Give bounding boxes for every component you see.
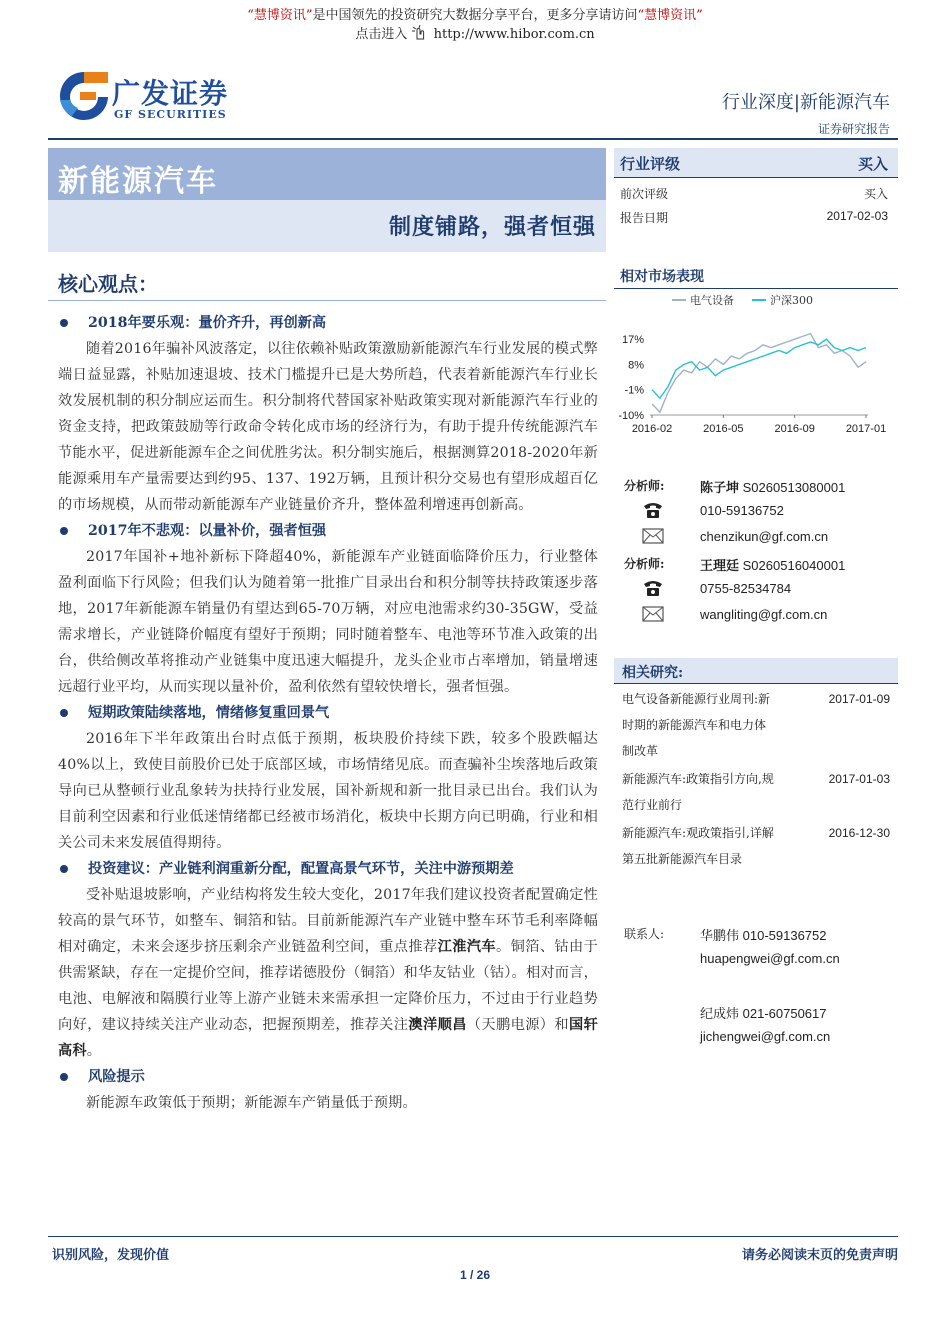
section-bullet: 风险提示	[58, 1064, 598, 1090]
related-item-date: 2017-01-09	[828, 692, 890, 706]
related-item-line: 电气设备新能源行业周刊:新	[622, 692, 771, 706]
section-paragraph	[58, 882, 598, 1064]
analyst-row	[614, 472, 898, 498]
y-tick-label: 8%	[628, 359, 644, 372]
logo-cn-text: 广发证券	[112, 77, 229, 110]
section-paragraph: 新能源车政策低于预期；新能源车产销量低于预期。	[86, 1095, 417, 1111]
phone-icon	[642, 578, 664, 598]
section-paragraph: 随着2016年骗补风波落定，以往依赖补贴政策激励新能源汽车行业发展的模式弊端日益显露，补贴加速退坡、技术门槛提升已是大势所趋，代表着新能源汽车行业长效发展机制的积分制应运而生。积分制将代替国家补贴政策实现对新能源汽车行业的资金支持，把政策鼓励等行政命令转化成市场的经济行为，有助于提升传统能源汽车节能水平，促进新能源车企之间优胜劣汰。积分制实施后，根据测算2018-2020年新能源乘用车产量需要达到约95、137、192万辆，且预计积分交易也有望形成超百亿的市场规模，从而带动新能源车产业链量价齐升，整体盈利增速再创新高。	[58, 341, 598, 513]
gf-logo	[58, 70, 258, 126]
analyst-phone-row	[614, 498, 898, 524]
report-subcategory: 证券研究报告	[817, 122, 890, 136]
related-item[interactable]	[614, 820, 898, 872]
contact-email-row	[614, 946, 898, 972]
email-icon	[642, 604, 664, 624]
footer-slogan: 识别风险，发现价值	[52, 1248, 170, 1263]
analyst-cert: S0260513080001	[742, 480, 846, 495]
prev-rating-value: 买入	[863, 187, 888, 201]
analyst-row	[614, 550, 898, 576]
analyst-role: 分析师:	[624, 479, 665, 493]
paragraph-text: （天鹏电源）和	[466, 1017, 569, 1033]
related-item-line: 新能源汽车:政策指引方向,规	[622, 772, 774, 786]
y-tick-label: -10%	[618, 410, 644, 422]
y-tick-label: 17%	[621, 334, 644, 347]
analyst-phone: 0755-82534784	[700, 581, 792, 596]
contact-email[interactable]: huapengwei@gf.com.cn	[700, 951, 840, 966]
analyst-email[interactable]: wangliting@gf.com.cn	[700, 607, 828, 622]
rating-header	[614, 148, 898, 178]
email-icon	[642, 526, 664, 546]
gf-logo-icon	[58, 70, 110, 124]
rating-label: 行业评级	[620, 155, 681, 173]
banner-text: 是中国领先的投资研究大数据分享平台，更多分享请访问	[312, 8, 638, 23]
rating-value: 买入	[857, 155, 888, 173]
core-view-heading: 核心观点：	[58, 272, 158, 296]
y-axis	[618, 334, 644, 422]
contact-label: 联系人:	[624, 927, 665, 941]
logo-en-text: GF SECURITIES	[114, 108, 227, 121]
analyst-panel	[614, 472, 898, 628]
related-item-date: 2016-12-30	[828, 826, 890, 840]
market-performance-title: 相对市场表现	[620, 269, 704, 285]
contact-phone: 021-60750617	[742, 1006, 827, 1021]
analyst-name: 王理廷	[700, 559, 740, 574]
phone-icon	[642, 500, 664, 520]
rating-panel	[614, 148, 898, 226]
related-research	[614, 658, 898, 872]
contact-spacer	[614, 972, 898, 998]
series-line-electric	[652, 334, 866, 413]
analyst-email[interactable]: chenzikun@gf.com.cn	[700, 529, 829, 544]
analyst-phone: 010-59136752	[700, 503, 784, 518]
footer-divider	[48, 1236, 898, 1237]
paragraph-text: 。	[86, 1043, 102, 1059]
page-subtitle: 制度铺路，强者恒强	[388, 214, 596, 240]
banner-line	[0, 6, 950, 25]
related-item[interactable]	[614, 686, 898, 764]
header-divider	[48, 138, 898, 140]
contacts-panel	[614, 920, 898, 1050]
hibor-link[interactable]: http://www.hibor.com.cn	[433, 27, 595, 42]
paragraph-text: 。铜箔、钴由于供需紧缺，存在一定提价空间，推荐诺德股份（铜箔）和华友钴业（钴）。相对而言，电池、电解液和隔膜行业等上游产业链未来需承担一定降价压力，不过由于行业趋势向好，建议持续关注产业动态，把握预期差，推荐关注	[58, 939, 599, 1033]
x-axis	[632, 415, 886, 435]
contact-row	[614, 998, 898, 1024]
related-item[interactable]	[614, 766, 898, 818]
section-paragraph: 2016年下半年政策出台时点低于预期，板块股价持续下跌，较多个股跌幅达40%以上，致使目前股价已处于底部区域，市场情绪见底。而查骗补尘埃落地后政策导向已从整顿行业乱象转为扶持行业发展，国补新规和新一批目录已出台。我们认为目前利空因素和行业低迷情绪都已经被市场消化，板块中长期方向已明确，行业和相关公司未来发展值得期待。	[58, 731, 598, 851]
x-tick-label: 2016-02	[631, 423, 673, 435]
stock-highlight: 江淮汽车	[437, 939, 497, 955]
report-type	[722, 88, 890, 137]
analyst-id-line	[700, 555, 845, 574]
prev-rating-row	[614, 178, 898, 202]
report-date-row	[614, 202, 898, 226]
x-tick-label: 2016-09	[774, 423, 815, 435]
legend-label-hs300: 沪深300	[770, 294, 813, 307]
legend-label-electric: 电气设备	[690, 294, 734, 307]
banner-link-line	[0, 25, 950, 44]
section-bullet: 短期政策陆续落地，情绪修复重回景气	[58, 700, 598, 726]
related-title: 相关研究:	[614, 658, 898, 684]
contact-email[interactable]: jichengwei@gf.com.cn	[700, 1029, 831, 1044]
market-divider	[614, 288, 898, 289]
contact-row	[614, 920, 898, 946]
section-bullet: 2018年要乐观：量价齐升，再创新高	[58, 310, 598, 336]
banner-enter-text: 点击进入	[355, 27, 408, 42]
stock-highlight: 澳洋顺昌	[408, 1017, 467, 1033]
title-block	[48, 148, 606, 252]
contact-email-row	[614, 1024, 898, 1050]
y-tick-label: -1%	[624, 384, 644, 397]
analyst-phone-row	[614, 576, 898, 602]
promo-banner	[0, 6, 950, 44]
related-item-line: 制改革	[622, 744, 659, 758]
analyst-id-line	[700, 477, 845, 496]
analyst-role: 分析师:	[624, 557, 665, 571]
page-number: 1 / 26	[459, 1268, 491, 1282]
banner-brand: “慧博资讯”	[247, 8, 313, 23]
footer-disclaimer-link[interactable]: 请务必阅读末页的免责声明	[741, 1248, 898, 1263]
contact-name: 华鹏伟	[700, 929, 740, 944]
section-bullet: 投资建议：产业链利润重新分配，配置高景气环节，关注中游预期差	[58, 856, 598, 882]
title-bar	[48, 148, 606, 200]
banner-brand-2: “慧博资讯”	[637, 8, 703, 23]
section-paragraph: 2017年国补+地补新标下降超40%，新能源车产业链面临降价压力，行业整体盈利面临下行风险；但我们认为随着第一批推广目录出台和积分制等扶持政策逐步落地，2017年新能源车销量仍有望达到65-70万辆，对应电池需求约30-35GW，受益需求增长，产业链降价幅度有望好于预期；同时随着整车、电池等环节准入政策的出台，供给侧改革将推动产业链集中度迅速大幅提升，龙头企业市占率增加，销量增速远超行业平均，从而实现以量补价，盈利依然有望较快增长，强者恒强。	[58, 549, 598, 695]
cursor-hand-icon	[411, 25, 429, 41]
page-title: 新能源汽车	[58, 164, 218, 199]
analyst-email-row	[614, 602, 898, 628]
analyst-email-row	[614, 524, 898, 550]
report-category: 行业深度|新能源汽车	[721, 92, 890, 113]
analyst-name: 陈子坤	[700, 481, 740, 496]
chart-legend	[672, 293, 813, 307]
related-item-date: 2017-01-03	[828, 772, 890, 786]
prev-rating-label: 前次评级	[620, 187, 669, 201]
x-tick-label: 2017-01	[845, 423, 887, 435]
core-view-body	[58, 310, 598, 1116]
contact-phone: 010-59136752	[742, 928, 827, 943]
section-bullet: 2017年不悲观：以量补价，强者恒强	[58, 518, 598, 544]
report-date-label: 报告日期	[620, 211, 669, 225]
report-date-value: 2017-02-03	[826, 209, 888, 223]
contact-line	[700, 925, 827, 944]
analyst-cert: S0260516040001	[742, 558, 846, 573]
related-item-line: 新能源汽车:观政策指引,详解	[622, 826, 774, 840]
relative-performance-chart	[614, 290, 898, 440]
paragraph-text: 受补贴退坡影响，产业结构将发生较大变化，2017年我们建议投资者配置确定性较高的景气环节，如整车、铜箔和钴。目前新能源汽车产业链中整车环节毛利率降幅相对确定，未来会逐步挤压剩余产业链盈利空间，重点推荐	[58, 887, 598, 955]
core-divider	[48, 300, 606, 301]
contact-line	[700, 1003, 827, 1022]
contact-name: 纪成炜	[700, 1007, 740, 1022]
related-item-line: 第五批新能源汽车目录	[622, 852, 743, 866]
related-item-line: 时期的新能源汽车和电力体	[622, 718, 767, 732]
related-item-line: 范行业前行	[622, 798, 683, 812]
stock-highlight: 国轩高科	[58, 1017, 598, 1059]
chart-series	[652, 334, 866, 413]
x-tick-label: 2016-05	[703, 423, 744, 435]
